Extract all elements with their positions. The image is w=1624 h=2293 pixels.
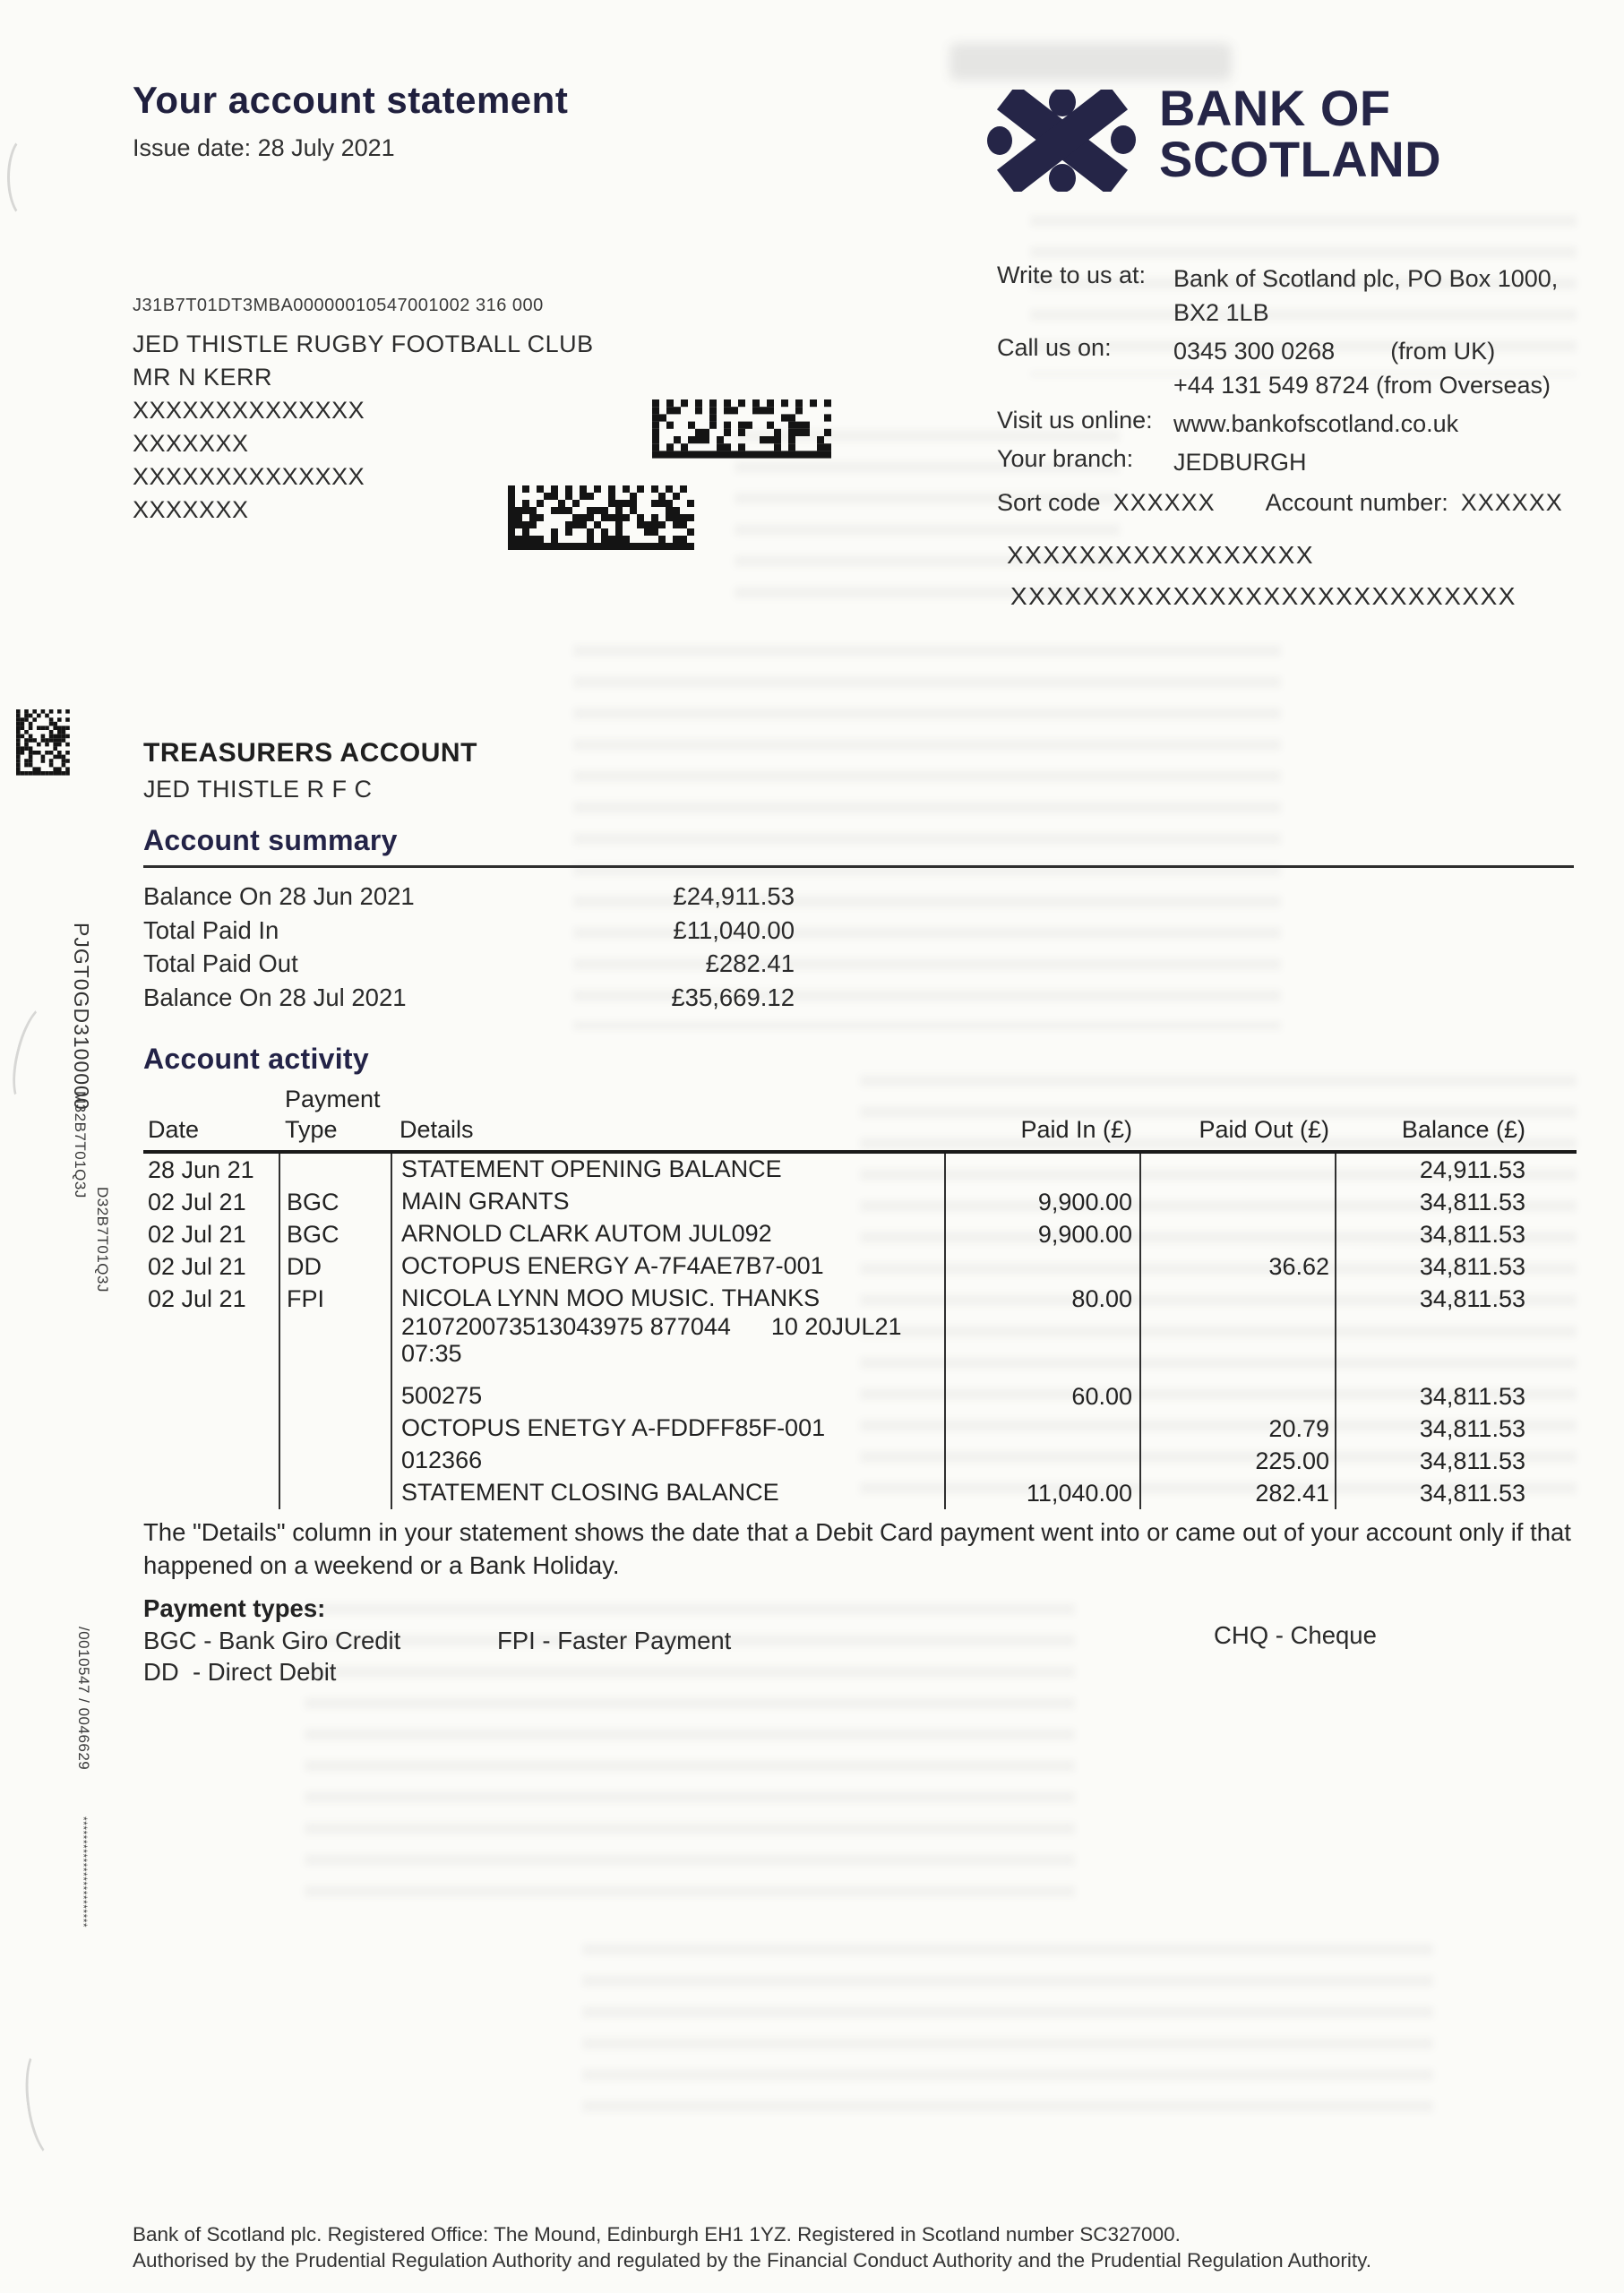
details-line: STATEMENT OPENING BALANCE — [401, 1155, 782, 1182]
cell-paid-out — [1139, 1283, 1335, 1380]
scan-crease-artifact — [7, 134, 48, 220]
cell-balance: 34,811.53 — [1335, 1218, 1577, 1250]
column-header-paid-in: Paid In (£) — [1020, 1116, 1132, 1143]
cell-date: 28 Jun 21 — [148, 1156, 254, 1183]
summary-label: Balance On 28 Jul 2021 — [143, 983, 407, 1011]
cell-paid-in: 80.00 — [944, 1283, 1139, 1380]
account-number-value: XXXXXX — [1460, 489, 1563, 516]
cell-paid-in: 60.00 — [944, 1380, 1139, 1413]
contact-row-write — [997, 262, 1558, 330]
table-header-row-top — [143, 1084, 1577, 1114]
table-row — [143, 1283, 1577, 1380]
table-header-row — [143, 1114, 1577, 1145]
address-line: JED THISTLE RUGBY FOOTBALL CLUB — [133, 331, 594, 357]
cell-payment-type: FPI — [279, 1283, 391, 1380]
cell-balance: 34,811.53 — [1335, 1283, 1577, 1380]
cell-payment-type: BGC — [279, 1186, 391, 1218]
details-line: MAIN GRANTS — [401, 1188, 570, 1215]
bleedthrough-artifact — [582, 1944, 1433, 2123]
bank-logo-line1: BANK OF — [1159, 80, 1391, 136]
cell-date — [143, 1477, 279, 1509]
summary-row — [143, 947, 795, 981]
details-line: OCTOPUS ENETGY A-FDDFF85F-001 — [401, 1414, 826, 1441]
payment-type-fpi: FPI - Faster Payment — [497, 1627, 732, 1654]
account-summary-rows — [143, 880, 795, 1014]
cell-date — [143, 1445, 279, 1477]
bank-logo — [987, 82, 1441, 192]
write-to-us-label: Write to us at: — [997, 262, 1147, 288]
datamatrix-barcode-lower — [508, 485, 694, 550]
table-row — [143, 1218, 1577, 1250]
cell-paid-in: 9,900.00 — [944, 1218, 1139, 1250]
cell-payment-type: BGC — [279, 1218, 391, 1250]
address-line: XXXXXXXXXXXXXX — [133, 463, 365, 490]
datamatrix-barcode-upper — [652, 399, 831, 459]
bank-logo-line2: SCOTLAND — [1159, 131, 1442, 187]
cell-paid-out: 20.79 — [1139, 1413, 1335, 1445]
cell-paid-in — [944, 1445, 1139, 1477]
address-line: MR N KERR — [133, 364, 273, 391]
cell-balance: 34,811.53 — [1335, 1250, 1577, 1283]
cell-paid-out — [1139, 1154, 1335, 1186]
sort-code-account-line — [997, 489, 1563, 517]
cell-paid-in: 11,040.00 — [944, 1477, 1139, 1509]
summary-label: Balance On 28 Jun 2021 — [143, 882, 415, 910]
table-row — [143, 1186, 1577, 1218]
cell-balance: 34,811.53 — [1335, 1186, 1577, 1218]
summary-row — [143, 914, 795, 948]
column-header-type: Type — [285, 1116, 338, 1143]
branch-label: Your branch: — [997, 445, 1134, 472]
footer-legal — [133, 2222, 1371, 2273]
scan-crease-artifact — [19, 2044, 75, 2161]
cell-details — [391, 1445, 944, 1477]
cell-payment-type — [279, 1413, 391, 1445]
cell-details — [391, 1477, 944, 1509]
cell-payment-type — [279, 1445, 391, 1477]
cell-details — [391, 1154, 944, 1186]
cell-date: 02 Jul 21 — [148, 1189, 246, 1215]
cell-paid-in: 9,900.00 — [944, 1186, 1139, 1218]
mailing-reference: J31B7T01DT3MBA00000010547001002 316 000 — [133, 296, 544, 315]
details-line: ARNOLD CLARK AUTOM JUL092 — [401, 1220, 772, 1247]
phone-overseas-line: +44 131 549 8724 (from Overseas) — [1173, 372, 1551, 399]
write-to-us-value — [1173, 262, 1558, 330]
cell-balance: 34,811.53 — [1335, 1477, 1577, 1509]
table-row — [143, 1250, 1577, 1283]
summary-row — [143, 880, 795, 914]
bleedthrough-heading-artifact — [949, 43, 1232, 81]
table-row — [143, 1154, 1577, 1186]
cell-balance: 34,811.53 — [1335, 1380, 1577, 1413]
datamatrix-barcode-margin — [16, 709, 70, 776]
website-url: www.bankofscotland.co.uk — [1173, 410, 1459, 437]
side-print-code: PJGT0GD3100000 — [70, 923, 93, 1111]
contact-block — [997, 262, 1558, 484]
side-code-m: M32B7T01Q3J — [72, 1091, 89, 1198]
cell-details — [391, 1186, 944, 1218]
account-holder: JED THISTLE R F C — [143, 776, 373, 803]
cell-balance: 34,811.53 — [1335, 1445, 1577, 1477]
column-header-details: Details — [400, 1116, 474, 1143]
cell-balance: 24,911.53 — [1335, 1154, 1577, 1186]
cell-date: 02 Jul 21 — [148, 1221, 246, 1248]
contact-row-call — [997, 334, 1558, 402]
column-header-balance: Balance (£) — [1401, 1116, 1525, 1143]
contact-row-branch — [997, 445, 1558, 479]
write-address-line1: Bank of Scotland plc, PO Box 1000, — [1173, 265, 1559, 292]
phone-uk-note: (from UK) — [1390, 338, 1496, 365]
footer-line-2: Authorised by the Prudential Regulation Authority and regulated by the Financial Conduct Authority and the Prudential Regulation Authority. — [133, 2248, 1371, 2272]
sort-code-label: Sort code — [997, 489, 1101, 516]
details-line: 012366 — [401, 1447, 483, 1473]
account-number-label: Account number: — [1265, 489, 1448, 516]
write-address-line2: BX2 1LB — [1173, 299, 1269, 326]
cell-paid-in — [944, 1154, 1139, 1186]
summary-value: £282.41 — [705, 949, 795, 977]
cell-payment-type — [279, 1477, 391, 1509]
side-code-d: D32B7T01Q3J — [94, 1187, 111, 1292]
cell-details — [391, 1413, 944, 1445]
cell-paid-in — [944, 1250, 1139, 1283]
cell-payment-type — [279, 1154, 391, 1186]
section-heading-activity: Account activity — [143, 1043, 369, 1075]
table-body — [143, 1150, 1577, 1509]
table-row — [143, 1445, 1577, 1477]
phone-uk-line — [1173, 334, 1551, 368]
details-line: OCTOPUS ENERGY A-7F4AE7B7-001 — [401, 1252, 824, 1279]
phone-uk-number: 0345 300 0268 — [1173, 338, 1336, 365]
table-row — [143, 1477, 1577, 1509]
summary-row — [143, 981, 795, 1015]
table-row — [143, 1413, 1577, 1445]
page-title: Your account statement — [133, 79, 569, 121]
account-title: TREASURERS ACCOUNT — [143, 738, 477, 768]
details-line: 500275 — [401, 1382, 483, 1409]
address-line: XXXXXXX — [133, 496, 249, 523]
details-line: STATEMENT CLOSING BALANCE — [401, 1479, 779, 1506]
summary-value: £11,040.00 — [673, 915, 795, 944]
cell-paid-out: 282.41 — [1139, 1477, 1335, 1509]
payment-type-chq: CHQ - Cheque — [1214, 1621, 1377, 1649]
section-heading-summary: Account summary — [143, 824, 398, 856]
sort-code-value: XXXXXX — [1113, 489, 1216, 516]
column-header-date: Date — [148, 1116, 200, 1143]
cell-paid-out: 225.00 — [1139, 1445, 1335, 1477]
bank-of-scotland-saltire-icon — [987, 90, 1136, 192]
bank-logo-text — [1159, 82, 1441, 185]
summary-value: £24,911.53 — [673, 882, 795, 910]
payment-types-heading: Payment types: — [143, 1594, 326, 1622]
cell-details — [391, 1380, 944, 1413]
call-us-value — [1173, 334, 1551, 402]
cell-date — [143, 1380, 279, 1413]
cell-date: 02 Jul 21 — [148, 1253, 246, 1280]
column-header-paid-out: Paid Out (£) — [1199, 1116, 1329, 1143]
summary-label: Total Paid In — [143, 915, 279, 944]
cell-details — [391, 1250, 944, 1283]
cell-paid-out — [1139, 1380, 1335, 1413]
address-line: XXXXXXX — [133, 430, 249, 457]
cell-details — [391, 1218, 944, 1250]
details-line: NICOLA LYNN MOO MUSIC. THANKS — [401, 1284, 821, 1311]
cell-details — [391, 1283, 944, 1380]
masked-account-line-1: XXXXXXXXXXXXXXXXX — [1007, 541, 1314, 569]
activity-table — [143, 1084, 1577, 1509]
summary-divider-rule — [143, 865, 1574, 868]
visit-online-label: Visit us online: — [997, 407, 1153, 434]
payment-type-dd: DD - Direct Debit — [143, 1658, 337, 1686]
cell-paid-out — [1139, 1186, 1335, 1218]
cell-payment-type: DD — [279, 1250, 391, 1283]
cell-balance: 34,811.53 — [1335, 1413, 1577, 1445]
cell-payment-type — [279, 1380, 391, 1413]
table-row — [143, 1380, 1577, 1413]
summary-value: £35,669.12 — [671, 983, 795, 1011]
call-us-label: Call us on: — [997, 334, 1112, 361]
side-asterisk-strip: ************************ — [77, 1816, 90, 1928]
details-line: 210720073513043975 877044 10 20JUL21 — [401, 1313, 902, 1340]
branch-value: JEDBURGH — [1173, 449, 1307, 476]
payment-type-bgc: BGC - Bank Giro Credit — [143, 1627, 401, 1654]
summary-label: Total Paid Out — [143, 949, 298, 977]
cell-paid-out — [1139, 1218, 1335, 1250]
cell-date — [143, 1413, 279, 1445]
scan-crease-artifact — [4, 1001, 66, 1111]
side-serial-number: /0010547 / 0046629 — [75, 1627, 92, 1771]
cell-paid-in — [944, 1413, 1139, 1445]
contact-row-online — [997, 407, 1558, 441]
masked-account-line-2: XXXXXXXXXXXXXXXXXXXXXXXXXXXX — [1010, 582, 1517, 610]
details-line: 07:35 — [401, 1340, 462, 1367]
cell-date: 02 Jul 21 — [148, 1285, 246, 1312]
details-note: The "Details" column in your statement shows the date that a Debit Card payment went into or came out of your account only if that happened on a weekend or a Bank Holiday. — [143, 1518, 1571, 1579]
issue-date: Issue date: 28 July 2021 — [133, 134, 395, 161]
column-header-payment: Payment — [285, 1086, 381, 1112]
address-line: XXXXXXXXXXXXXX — [133, 397, 365, 424]
footer-line-1: Bank of Scotland plc. Registered Office: The Mound, Edinburgh EH1 1YZ. Registered in Scotland number SC327000. — [133, 2223, 1181, 2246]
cell-paid-out: 36.62 — [1139, 1250, 1335, 1283]
